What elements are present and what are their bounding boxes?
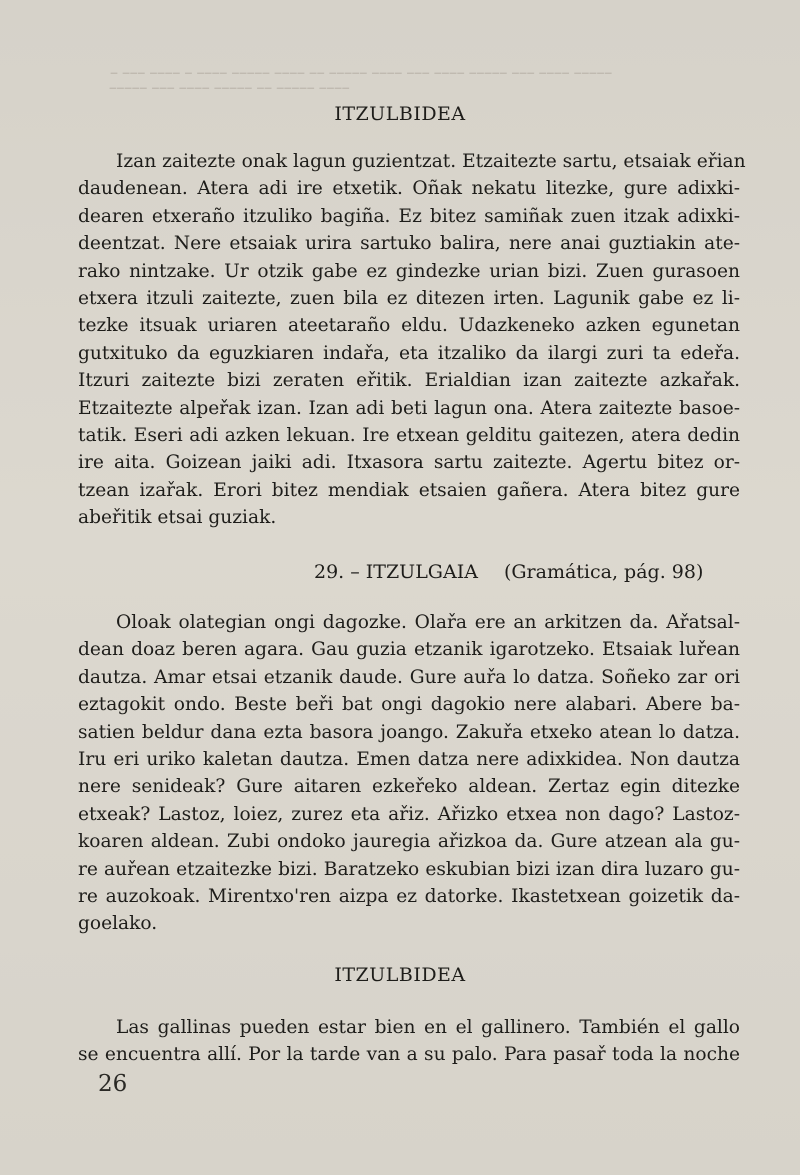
text-line: Itzuri zaitezte bizi zeraten eřitik. Erialdian izan zaitezte azkařak.	[78, 370, 740, 392]
text-line: tezke itsuak uriaren ateetaraño eldu. Udazkeneko azken egunetan	[78, 315, 740, 337]
text-line: Izan zaitezte onak lagun guzientzat. Etzaitezte sartu, etsaiak eřian	[116, 151, 746, 172]
text-line: eztagokit ondo. Beste beři bat ongi dagokio nere alabari. Abere ba-	[78, 694, 740, 716]
paragraph-2	[78, 609, 740, 938]
text-line: Etzaitezte alpeřak izan. Izan adi beti lagun ona. Atera zaitezte basoe-	[78, 397, 740, 419]
text-line: tatik. Eseri adi azken lekuan. Ire etxean gelditu gaitezen, atera dedin	[78, 425, 740, 447]
text-line: etxeak? Lastoz, loiez, zurez eta ařiz. Ařizko etxea non dago? Lastoz-	[78, 803, 740, 825]
text-line: re auzokoak. Mirentxo'ren aizpa ez datorke. Ikastetxean goizetik da-	[78, 886, 740, 908]
text-line: dautza. Amar etsai etzanik daude. Gure auřa lo datza. Soñeko zar ori	[78, 666, 740, 688]
text-line: gutxituko da eguzkiaren indařa, eta itzaliko da ilargi zuri ta edeřa.	[78, 342, 740, 364]
text-line: dean doaz beren agara. Gau guzia etzanik igarotzeko. Etsaiak luřean	[78, 639, 740, 661]
text-line: dearen etxeraño itzuliko bagiña. Ez bitez samiñak zuen itzak adixki-	[78, 205, 740, 227]
text-line: re auřean etzaitezke bizi. Baratzeko eskubian bizi izan dira luzaro gu-	[78, 858, 740, 880]
text-line: etxera itzuli zaitezte, zuen bila ez ditezen irten. Lagunik gabe ez li-	[78, 288, 740, 310]
text-line: ire aita. Goizean jaiki adi. Itxasora sartu zaitezte. Agertu bitez or-	[78, 452, 740, 474]
paragraph-1	[78, 148, 746, 532]
text-line: abeřitik etsai guziak.	[78, 507, 277, 529]
text-line: daudenean. Atera adi ire etxetik. Oñak nekatu litezke, gure adixki-	[78, 178, 740, 200]
text-line: tzean izařak. Erori bitez mendiak etsaien gañera. Atera bitez gure	[78, 479, 740, 501]
section-heading-bottom: ITZULBIDEA	[334, 964, 466, 986]
text-line: Iru eri uriko kaletan dautza. Emen datza nere adixkidea. Non dautza	[78, 749, 740, 771]
text-line: rako nintzake. Ur otzik gabe ez gindezke urian bizi. Zuen gurasoen	[78, 260, 740, 282]
text-line: satien beldur dana ezta basora joango. Zakuřa etxeko atean lo datza.	[78, 721, 740, 743]
section-heading-top: ITZULBIDEA	[334, 103, 466, 125]
exercise-heading	[314, 561, 734, 583]
text-line: deentzat. Nere etsaiak urira sartuko balira, nere anai guztiakin ate-	[78, 233, 740, 255]
page-number: 26	[98, 1071, 128, 1097]
text-line: koaren aldean. Zubi ondoko jauregia ařizkoa da. Gure atzean ala gu-	[78, 831, 740, 853]
text-line: se encuentra allí. Por la tarde van a su palo. Para pasař toda la noche	[78, 1044, 740, 1066]
exercise-title: 29. – ITZULGAIA	[314, 561, 478, 583]
text-line: nere senideak? Gure aitaren ezkeřeko aldean. Zertaz egin ditezke	[78, 776, 740, 798]
bleed-through-text: ─ ─── ──── ─ ──── ───── ──── ── ───── ──── ─── ──── ───── ─── ──── ───── ───── ─── ──── ───── ── ───── ────	[109, 67, 613, 95]
grammar-reference: (Gramática, pág. 98)	[503, 561, 704, 583]
text-line: Oloak olategian ongi dagozke. Olařa ere an arkitzen da. Ařatsal-	[116, 612, 740, 633]
text-line: Las gallinas pueden estar bien en el gallinero. También el gallo	[116, 1017, 740, 1038]
text-line: goelako.	[78, 913, 158, 935]
paragraph-3	[78, 1014, 740, 1069]
